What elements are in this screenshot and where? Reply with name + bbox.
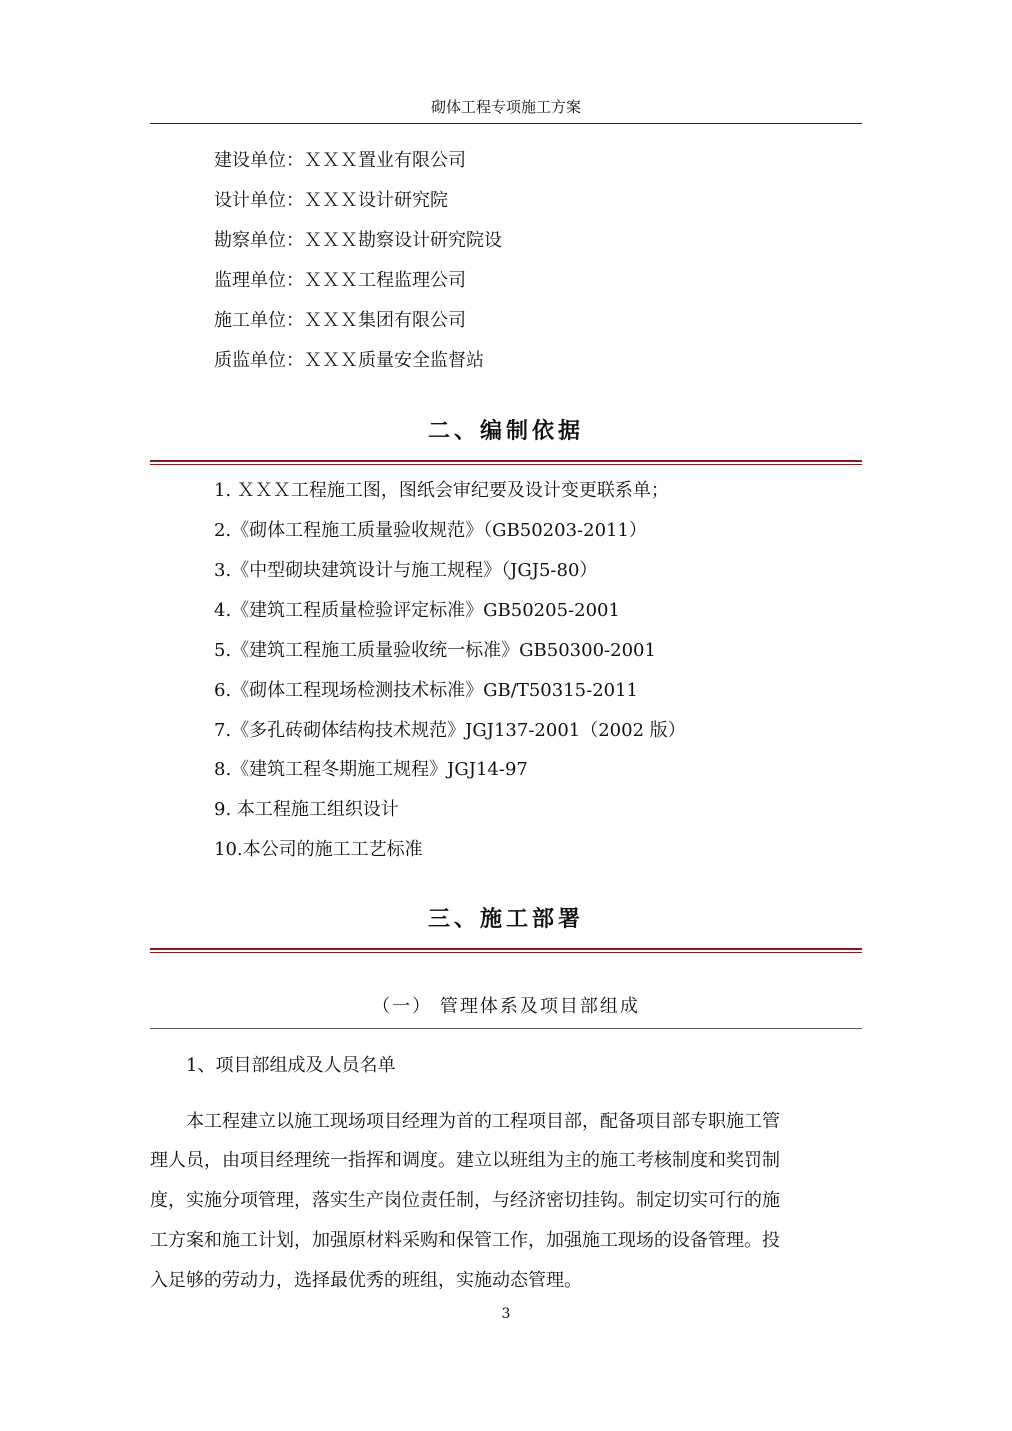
section-heading-deployment: 三、施工部署 — [427, 907, 584, 932]
basis-item: 4.《建筑工程质量检验评定标准》GB50205-2001 — [214, 600, 620, 621]
item-title: 1、项目部组成及人员名单 — [186, 1055, 396, 1076]
paragraph-line: 本工程建立以施工现场项目经理为首的工程项目部，配备项目部专职施工管 — [186, 1111, 780, 1132]
page-number: 3 — [501, 1306, 511, 1322]
unit-survey: 勘察单位：ＸＸＸ勘察设计研究院设 — [214, 230, 502, 251]
basis-item: 1. ＸＸＸ工程施工图，图纸会审纪要及设计变更联系单； — [214, 480, 669, 501]
unit-quality: 质监单位：ＸＸＸ质量安全监督站 — [214, 350, 484, 371]
basis-item: 3.《中型砌块建筑设计与施工规程》（JGJ5-80） — [214, 560, 598, 581]
subsection-heading: （一） 管理体系及项目部组成 — [372, 996, 640, 1017]
basis-item: 2.《砌体工程施工质量验收规范》（GB50203-2011） — [214, 520, 647, 541]
basis-item: 6.《砌体工程现场检测技术标准》GB/T50315-2011 — [214, 680, 639, 701]
unit-construction: 建设单位：ＸＸＸ置业有限公司 — [214, 150, 466, 171]
basis-item: 7.《多孔砖砌体结构技术规范》JGJ137-2001（2002 版） — [214, 720, 686, 741]
paragraph-line: 入足够的劳动力，选择最优秀的班组，实施动态管理。 — [150, 1270, 582, 1291]
unit-design: 设计单位：ＸＸＸ设计研究院 — [214, 190, 448, 211]
unit-supervision: 监理单位：ＸＸＸ工程监理公司 — [214, 270, 466, 291]
subsection-rule — [150, 1028, 862, 1029]
paragraph-line: 工方案和施工计划，加强原材料采购和保管工作，加强施工现场的设备管理。投 — [150, 1230, 780, 1251]
section-rule-deployment — [150, 948, 862, 953]
section-heading-basis: 二、编制依据 — [427, 419, 584, 444]
running-header: 砌体工程专项施工方案 — [430, 98, 581, 116]
header-rule — [150, 123, 862, 124]
basis-item: 5.《建筑工程施工质量验收统一标准》GB50300-2001 — [214, 640, 656, 661]
basis-item: 10.本公司的施工工艺标准 — [214, 839, 423, 860]
basis-item: 9. 本工程施工组织设计 — [214, 799, 399, 820]
section-rule-basis — [150, 460, 862, 465]
paragraph-line: 理人员，由项目经理统一指挥和调度。建立以班组为主的施工考核制度和奖罚制 — [150, 1150, 780, 1171]
paragraph-line: 度，实施分项管理，落实生产岗位责任制，与经济密切挂钩。制定切实可行的施 — [150, 1190, 780, 1211]
unit-contractor: 施工单位：ＸＸＸ集团有限公司 — [214, 310, 466, 331]
basis-item: 8.《建筑工程冬期施工规程》JGJ14-97 — [214, 759, 528, 780]
